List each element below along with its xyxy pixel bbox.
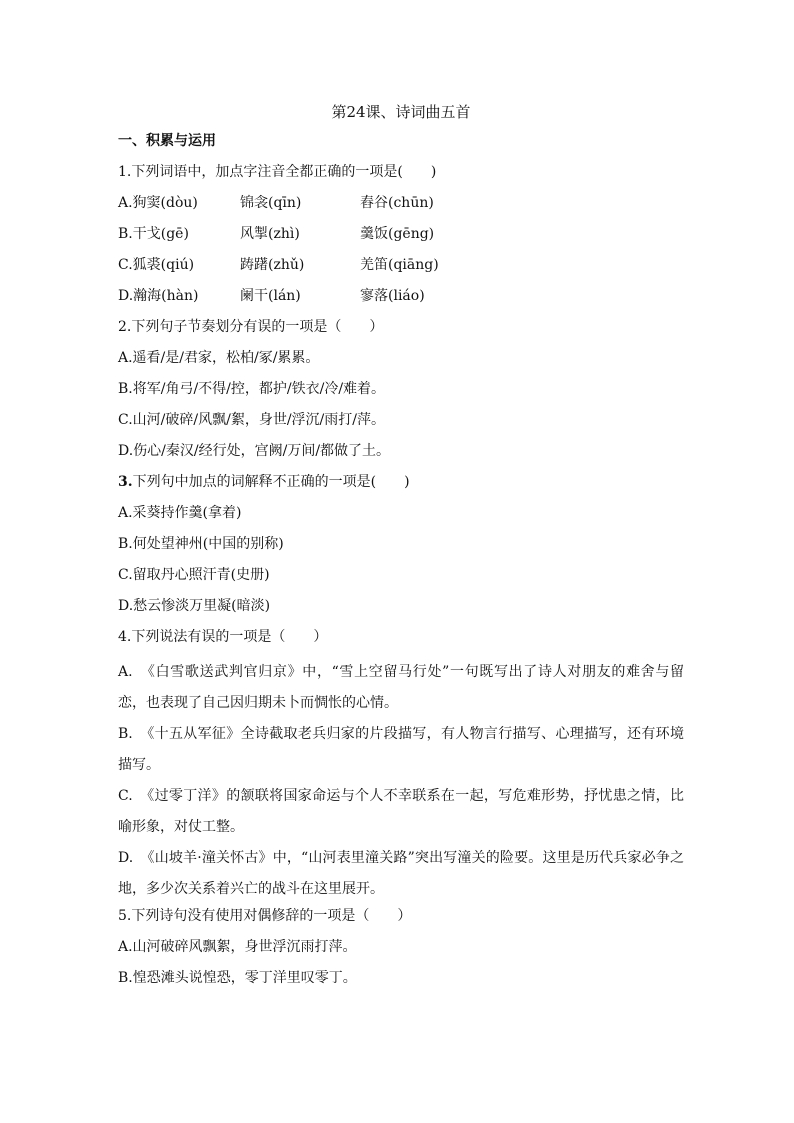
question-1-option-b xyxy=(118,223,684,254)
option-term: 羹饭(gēng) xyxy=(360,226,435,242)
page-title: 第24课、诗词曲五首 xyxy=(331,103,471,121)
option-term: A.狗窦(dòu) xyxy=(118,195,198,211)
question-4-option-d: D. 《山坡羊·潼关怀古》中，“山河表里潼关路”突出写潼关的险要。这里是历代兵家必争之地，多少次关系着兴亡的战斗在这里展开。 xyxy=(118,850,684,897)
question-5-stem: 5.下列诗句没有使用对偶修辞的一项是（ ） xyxy=(118,908,412,924)
question-3-stem xyxy=(118,471,684,502)
question-4-option-c: C. 《过零丁洋》的颔联将国家命运与个人不幸联系在一起，写危难形势，抒忧患之情，比喻形象，对仗工整。 xyxy=(118,788,684,835)
question-2-option-c: C.山河/破碎/风飘/絮，身世/浮沉/雨打/萍。 xyxy=(118,412,385,428)
question-2-option-a: A.遥看/是/君家，松柏/冢/累累。 xyxy=(118,350,320,366)
question-3-text: 下列句中加点的词解释不正确的一项是( ) xyxy=(132,474,410,490)
question-4-stem: 4.下列说法有误的一项是（ ） xyxy=(118,629,328,645)
question-5-option-a: A.山河破碎风飘絮，身世浮沉雨打萍。 xyxy=(118,939,357,955)
option-term: B.干戈(gē) xyxy=(118,226,189,242)
question-3-option-d: D.愁云惨淡万里凝(暗淡) xyxy=(118,598,271,614)
option-term: 踌躇(zhǔ) xyxy=(240,257,305,273)
option-term: 风掣(zhì) xyxy=(240,226,300,242)
option-term: C.狐裘(qiú) xyxy=(118,257,195,273)
section-heading: 一、积累与运用 xyxy=(118,133,216,149)
question-1-option-a xyxy=(118,192,684,223)
question-3-number: 3. xyxy=(118,474,133,490)
question-3-option-a: A.采葵持作羹(拿着) xyxy=(118,505,242,521)
question-3-option-c: C.留取丹心照汗青(史册) xyxy=(118,567,270,583)
question-2-stem: 2.下列句子节奏划分有误的一项是（ ） xyxy=(118,319,384,335)
option-term: 舂谷(chūn) xyxy=(360,195,434,211)
question-2-option-b: B.将军/角弓/不得/控，都护/铁衣/冷/难着。 xyxy=(118,381,386,397)
question-1-option-d xyxy=(118,285,684,316)
question-2-option-d: D.伤心/秦汉/经行处，宫阙/万间/都做了土。 xyxy=(118,443,391,459)
option-term: 羌笛(qiāng) xyxy=(360,257,439,273)
question-1-stem: 1.下列词语中，加点字注音全都正确的一项是( ) xyxy=(118,164,437,180)
option-term: 寥落(liáo) xyxy=(360,288,425,304)
question-4-option-a: A. 《白雪歌送武判官归京》中，“雪上空留马行处”一句既写出了诗人对朋友的难舍与留恋，也表现了自己因归期未卜而惆怅的心情。 xyxy=(118,664,684,711)
option-term: 锦衾(qīn) xyxy=(240,195,302,211)
question-5-option-b: B.惶恐滩头说惶恐，零丁洋里叹零丁。 xyxy=(118,970,357,986)
option-term: 阑干(lán) xyxy=(240,288,301,304)
worksheet-page xyxy=(118,100,684,998)
option-term: D.瀚海(hàn) xyxy=(118,288,199,304)
question-1-option-c xyxy=(118,254,684,285)
question-3-option-b: B.何处望神州(中国的别称) xyxy=(118,536,284,552)
question-4-option-b: B. 《十五从军征》全诗截取老兵归家的片段描写，有人物言行描写、心理描写，还有环境描写。 xyxy=(118,726,684,773)
